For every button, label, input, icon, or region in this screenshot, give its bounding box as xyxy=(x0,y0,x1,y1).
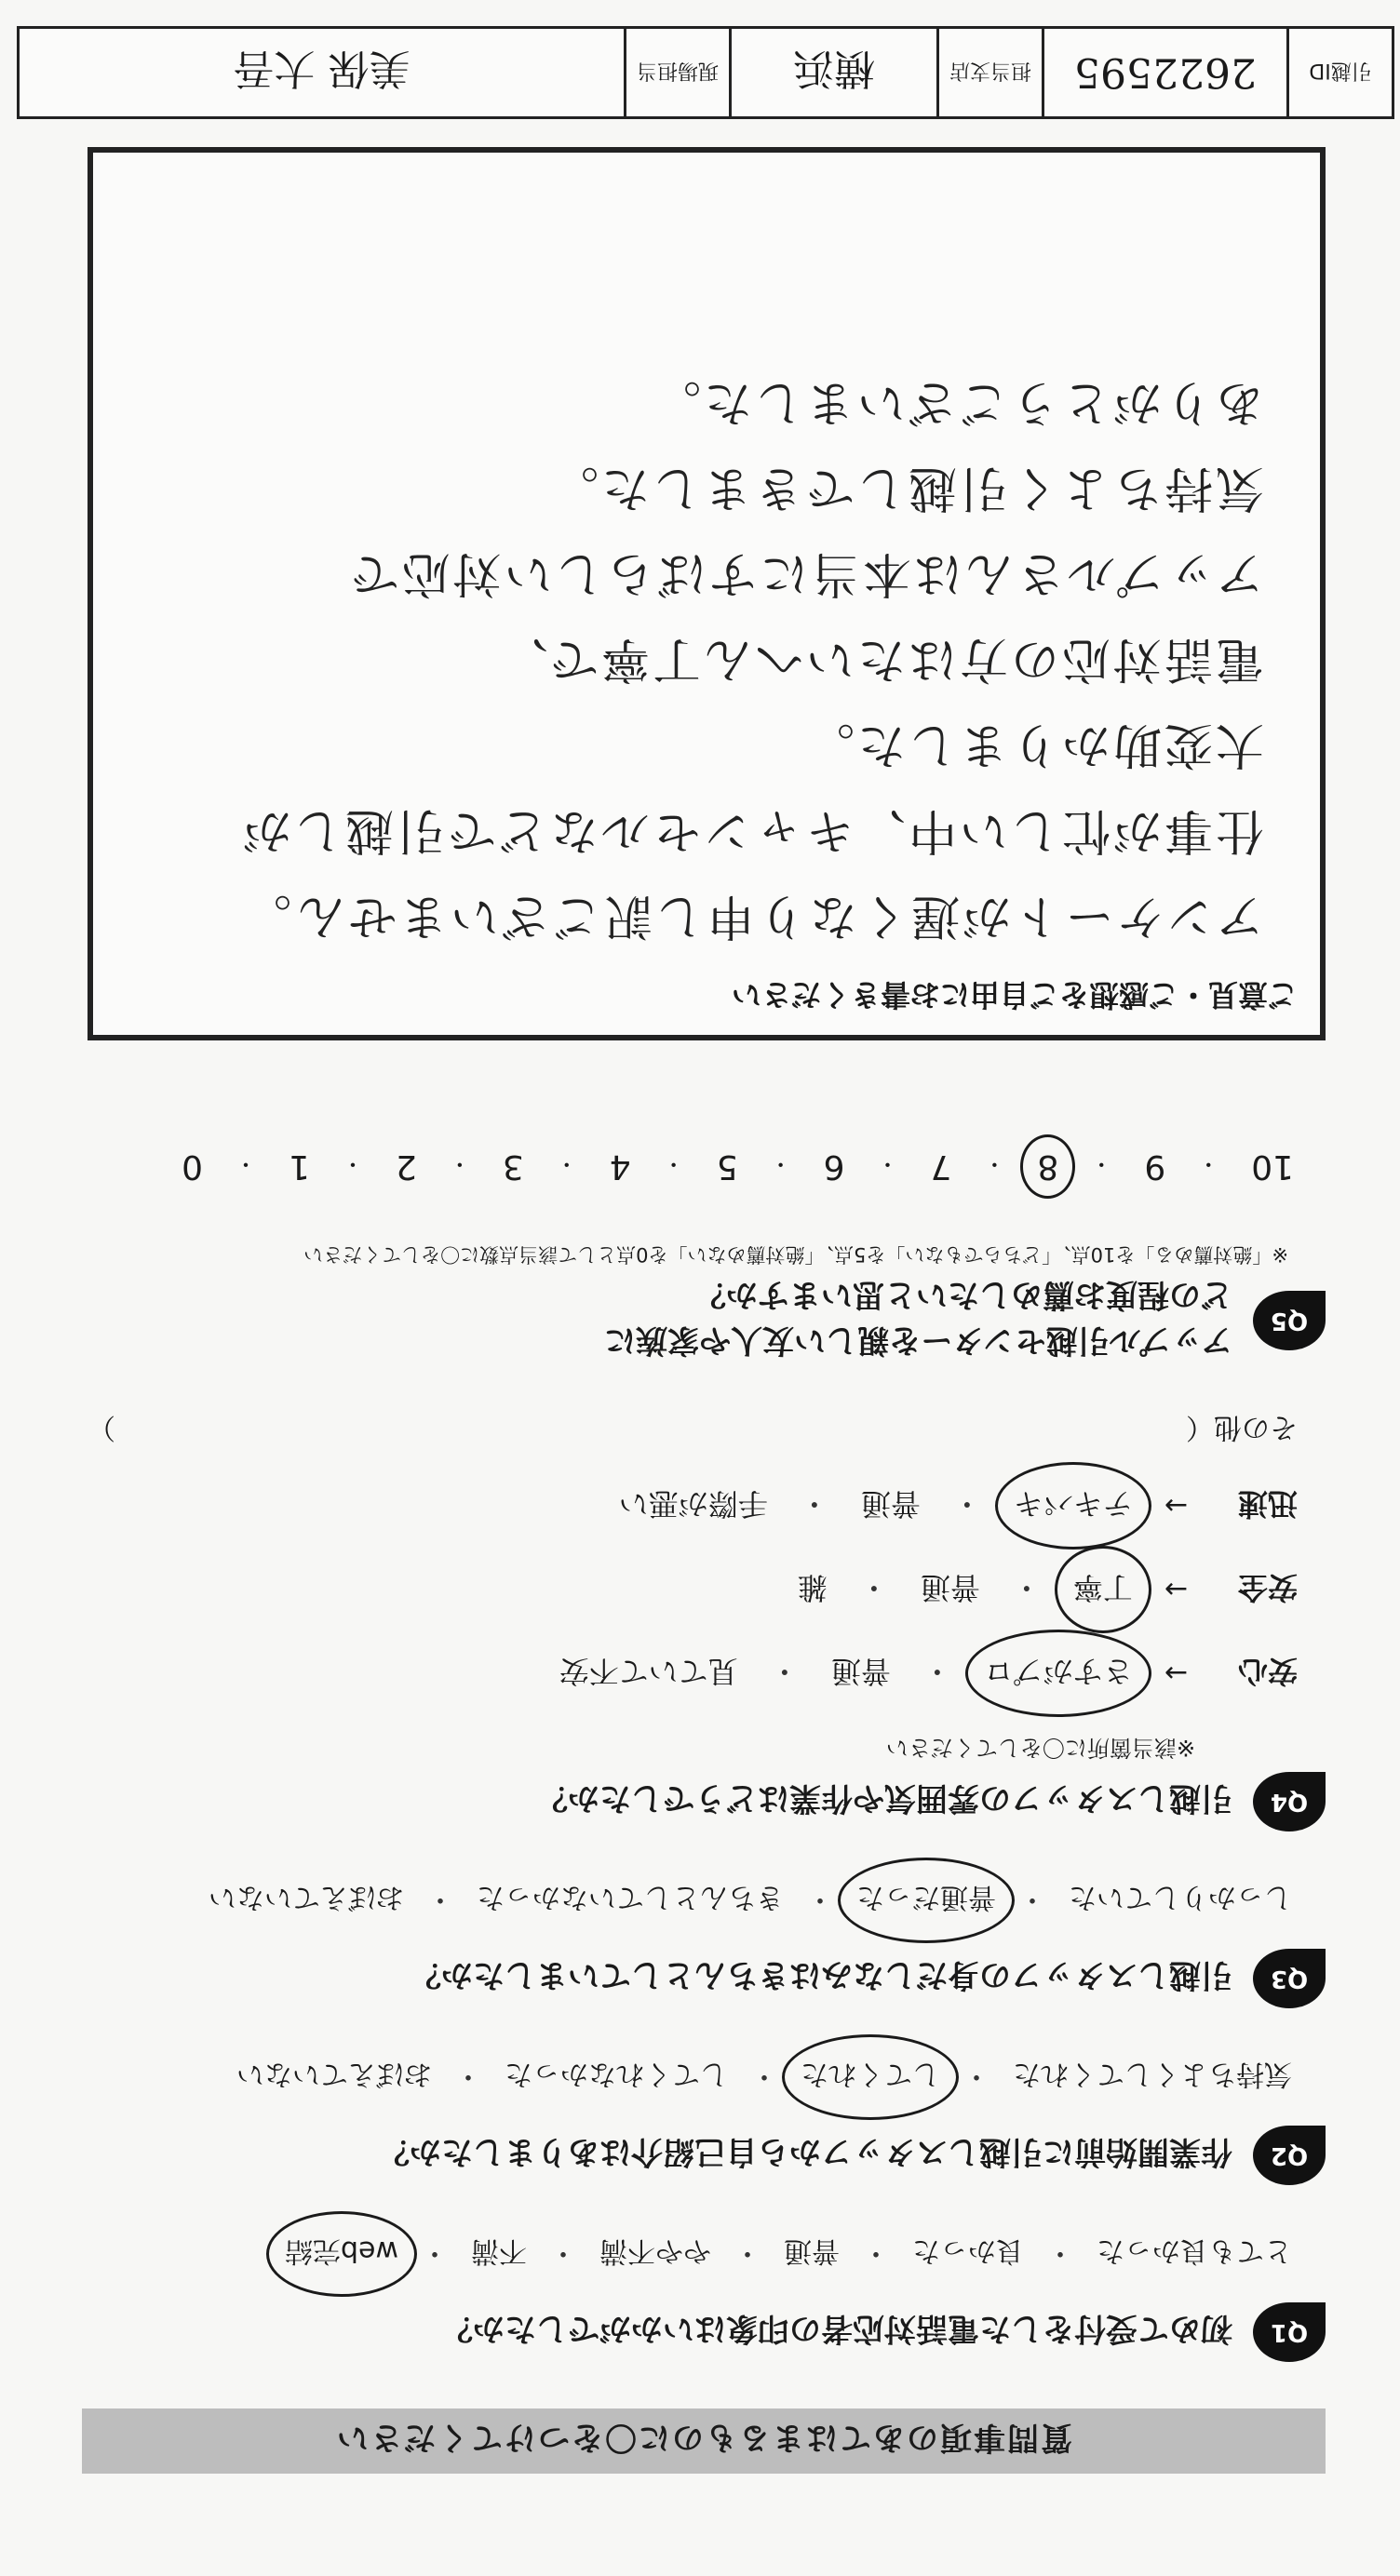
arrow-icon: → xyxy=(1164,1489,1188,1523)
q4-other-field[interactable] xyxy=(88,1410,1298,1451)
scale-option-selected[interactable]: 8 xyxy=(1033,1147,1062,1186)
q2-option[interactable]: してくれなかった xyxy=(505,2058,728,2090)
q1-badge: Q1 xyxy=(1253,2302,1326,2362)
q1-option[interactable]: 良かった xyxy=(912,2234,1024,2267)
q5-title-line2: どの程度お薦めしたいと思いますか？ xyxy=(694,1276,1232,1313)
comment-line: アップルさんは本当にすばらしい対応で xyxy=(347,545,1264,601)
q2-option-selected[interactable]: してくれた xyxy=(795,2055,946,2100)
scale-option[interactable]: 7 xyxy=(930,1147,952,1186)
q4-row-anshin: 安心 → さすがプロ ・ 普通 ・ 見ていて不安 xyxy=(78,1650,1298,1697)
q2-title: 作業開始前に引越しスタッフから自己紹介はありましたか？ xyxy=(378,2133,1232,2171)
comment-line: 仕事が忙しい中、キャンセルなどで引越しが xyxy=(239,802,1264,858)
q1-options: とても良かった ・ 良かった ・ 普通 ・ やや不満 ・ 不満 ・ web完結 xyxy=(78,2232,1298,2276)
comment-line: 気持ちよく引越しできました。 xyxy=(546,460,1264,516)
comment-line: 電話対応の方はたいへん丁寧で、 xyxy=(497,631,1264,687)
branch-value: 横浜 xyxy=(729,29,936,116)
q4-option[interactable]: 普通 xyxy=(860,1486,921,1522)
q5-scale: 10 ・ 9 ・ 8 ・ 7 ・ 6 ・ 5 ・ 4 ・ 3 ・ 2 ・ 1 ・ 0 xyxy=(78,1147,1298,1186)
branch-label: 担当支店 xyxy=(936,29,1042,116)
arrow-icon: → xyxy=(1164,1573,1188,1606)
q4-row-anzen: 安全 → 丁寧 ・ 普通 ・ 雑 xyxy=(78,1566,1298,1613)
arrow-icon: → xyxy=(1164,1657,1188,1690)
question-3 xyxy=(78,1878,1326,2008)
q2-option[interactable]: 気持ちよくしてくれた xyxy=(1013,2058,1292,2090)
q5-note: ※「絶対薦める」を10点、「どちらでもない」を5点、「絶対薦めない」を0点として該当点数に〇をしてください xyxy=(303,1243,1288,1266)
q4-row-jinsoku: 迅速 → テキパキ ・ 普通 ・ 手際が悪い xyxy=(78,1483,1298,1529)
question-5 xyxy=(78,1147,1326,1366)
q3-option-selected[interactable]: 普通だった xyxy=(851,1878,1002,1923)
q5-badge: Q5 xyxy=(1253,1291,1326,1350)
scale-option[interactable]: 0 xyxy=(182,1147,204,1186)
q5-title-line1: アップル引越センターを親しい友人や家族に xyxy=(604,1322,1232,1359)
comment-line: ありがとうございました。 xyxy=(649,374,1264,430)
scale-option[interactable]: 1 xyxy=(289,1147,310,1186)
q4-option-selected[interactable]: さすがプロ xyxy=(978,1650,1138,1697)
staff-value: 美保 大吾 xyxy=(233,45,411,92)
comment-line: 大変助かりました。 xyxy=(802,717,1264,772)
q4-badge: Q4 xyxy=(1253,1772,1326,1831)
q2-options: 気持ちよくしてくれた ・ してくれた ・ してくれなかった ・ おぼえていない xyxy=(78,2055,1298,2100)
q4-option[interactable]: 見ていて不安 xyxy=(559,1654,738,1689)
q3-option[interactable]: おぼえていない xyxy=(209,1881,404,1913)
q4-note: ※該当箇所に〇をしてください xyxy=(885,1735,1195,1761)
scale-option[interactable]: 6 xyxy=(823,1147,845,1186)
scale-option[interactable]: 10 xyxy=(1251,1147,1294,1186)
scale-option[interactable]: 3 xyxy=(502,1147,524,1186)
id-value: 2622595 xyxy=(1042,29,1286,116)
staff-label: 現場担当 xyxy=(624,29,729,116)
scale-option[interactable]: 2 xyxy=(395,1147,417,1186)
q4-option[interactable]: 普通 xyxy=(830,1654,891,1689)
instructions-banner: 質問事項のあてはまるものに〇をつけてください xyxy=(82,2408,1326,2474)
row-label: 安心 xyxy=(1237,1654,1298,1689)
question-1 xyxy=(78,2232,1326,2362)
q1-option[interactable]: やや不満 xyxy=(599,2234,711,2267)
q4-option-selected[interactable]: テキパキ xyxy=(1008,1483,1138,1529)
meta-table xyxy=(17,26,1394,119)
q1-option-selected[interactable]: web完結 xyxy=(279,2232,404,2276)
q2-option[interactable]: おぼえていない xyxy=(236,2058,432,2090)
q1-option[interactable]: とても良かった xyxy=(1097,2234,1292,2267)
q4-option-selected[interactable]: 丁寧 xyxy=(1068,1566,1138,1613)
id-label: 引越ID xyxy=(1286,29,1392,116)
q4-option[interactable]: 普通 xyxy=(920,1570,980,1605)
q3-badge: Q3 xyxy=(1253,1949,1326,2008)
other-close: ） xyxy=(88,1411,115,1443)
q3-title: 引越しスタッフの身だしなみはきちんとしていましたか？ xyxy=(410,1956,1232,1994)
question-4 xyxy=(78,1410,1326,1831)
q4-title: 引越しスタッフの雰囲気や作業はどうでしたか？ xyxy=(536,1779,1232,1818)
other-label: その他（ xyxy=(1186,1411,1298,1443)
scale-option[interactable]: 5 xyxy=(716,1147,738,1186)
q4-option[interactable]: 手際が悪い xyxy=(618,1486,768,1522)
q1-option[interactable]: 不満 xyxy=(471,2234,527,2267)
handwritten-comment xyxy=(130,359,1264,959)
scale-option[interactable]: 4 xyxy=(609,1147,631,1186)
q1-option[interactable]: 普通 xyxy=(784,2234,840,2267)
comments-title: ご意見・ご感想をご自由にお書きください xyxy=(731,977,1298,1013)
row-label: 迅速 xyxy=(1237,1486,1298,1522)
scale-option[interactable]: 9 xyxy=(1144,1147,1166,1186)
q2-badge: Q2 xyxy=(1253,2126,1326,2185)
q3-option[interactable]: しっかりしていた xyxy=(1069,1881,1292,1913)
q4-option[interactable]: 雑 xyxy=(797,1570,828,1605)
question-2 xyxy=(78,2055,1326,2185)
row-label: 安全 xyxy=(1237,1570,1298,1605)
q3-options: しっかりしていた ・ 普通だった ・ きちんとしていなかった ・ おぼえていない xyxy=(78,1878,1298,1923)
comments-box[interactable] xyxy=(88,147,1326,1040)
comment-line: アンケートが遅くなり申し訳ございません。 xyxy=(239,888,1264,944)
q3-option[interactable]: きちんとしていなかった xyxy=(477,1881,784,1913)
q1-title: 初めて受付をした電話対応者の印象はいかがでしたか？ xyxy=(441,2310,1232,2348)
